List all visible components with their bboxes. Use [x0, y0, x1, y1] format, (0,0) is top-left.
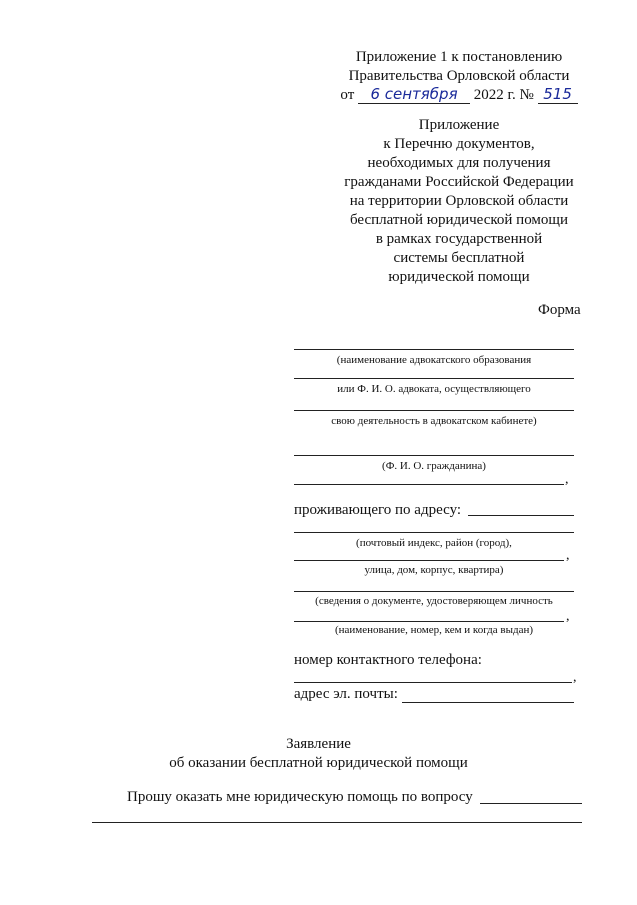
header-line-1: Приложение 1 к постановлению — [355, 49, 563, 65]
handwritten-number: 515 — [538, 86, 578, 104]
id-caption-1: (сведения о документе, удостоверяющем личность — [315, 595, 553, 607]
residing-label: проживающего по адресу: — [294, 502, 462, 518]
appendix-line: к Перечню документов, — [383, 136, 535, 152]
address-field-line-2[interactable] — [294, 560, 564, 561]
email-field-line[interactable] — [402, 702, 574, 703]
advocate-field-line-1[interactable] — [294, 349, 574, 350]
header-line-2: Правительства Орловской области — [348, 68, 570, 84]
form-label: Форма — [538, 302, 581, 318]
citizen-field-line-2[interactable] — [294, 484, 564, 485]
statement-subtitle: об оказании бесплатной юридической помощи — [169, 755, 468, 771]
request-field-line-2[interactable] — [92, 822, 582, 823]
appendix-line: гражданами Российской Федерации — [344, 174, 574, 190]
appendix-line: в рамках государственной — [375, 231, 543, 247]
comma: , — [566, 609, 570, 624]
appendix-line: юридической помощи — [388, 269, 530, 285]
id-field-line-2[interactable] — [294, 621, 564, 622]
residing-field-line[interactable] — [468, 515, 574, 516]
request-text: Прошу оказать мне юридическую помощь по вопросу — [127, 789, 473, 805]
appendix-line: необходимых для получения — [367, 155, 551, 171]
advocate-field-line-3[interactable] — [294, 410, 574, 411]
id-caption-2: (наименование, номер, кем и когда выдан) — [334, 624, 534, 636]
address-caption-2: улица, дом, корпус, квартира) — [364, 564, 504, 576]
request-field-line[interactable] — [480, 803, 582, 804]
resolution-header — [330, 48, 588, 105]
date-year: 2022 г. № — [473, 87, 534, 103]
appendix-line: на территории Орловской области — [349, 193, 569, 209]
date-prefix: от — [340, 87, 355, 103]
phone-field-line[interactable] — [294, 682, 572, 683]
appendix-block — [330, 116, 588, 287]
address-caption-1: (почтовый индекс, район (город), — [356, 537, 512, 549]
comma: , — [566, 548, 570, 563]
appendix-line: системы бесплатной — [393, 250, 525, 266]
appendix-line: бесплатной юридической помощи — [349, 212, 568, 228]
citizen-field-line[interactable] — [294, 455, 574, 456]
header-date-line — [330, 86, 588, 105]
email-label: адрес эл. почты: — [294, 686, 398, 702]
advocate-caption-1: (наименование адвокатского образования — [336, 354, 532, 366]
advocate-caption-3: свою деятельность в адвокатском кабинете) — [331, 415, 537, 427]
citizen-caption: (Ф. И. О. гражданина) — [382, 460, 486, 472]
handwritten-date: 6 сентября — [358, 86, 470, 104]
comma: , — [573, 670, 577, 685]
appendix-line: Приложение — [418, 117, 500, 133]
statement-title-block — [0, 735, 637, 773]
address-field-line-1[interactable] — [294, 532, 574, 533]
id-field-line-1[interactable] — [294, 591, 574, 592]
advocate-caption-2: или Ф. И. О. адвоката, осуществляющего — [337, 383, 531, 395]
phone-label: номер контактного телефона: — [294, 652, 482, 668]
statement-title: Заявление — [286, 736, 351, 752]
advocate-field-line-2[interactable] — [294, 378, 574, 379]
comma: , — [565, 472, 569, 487]
